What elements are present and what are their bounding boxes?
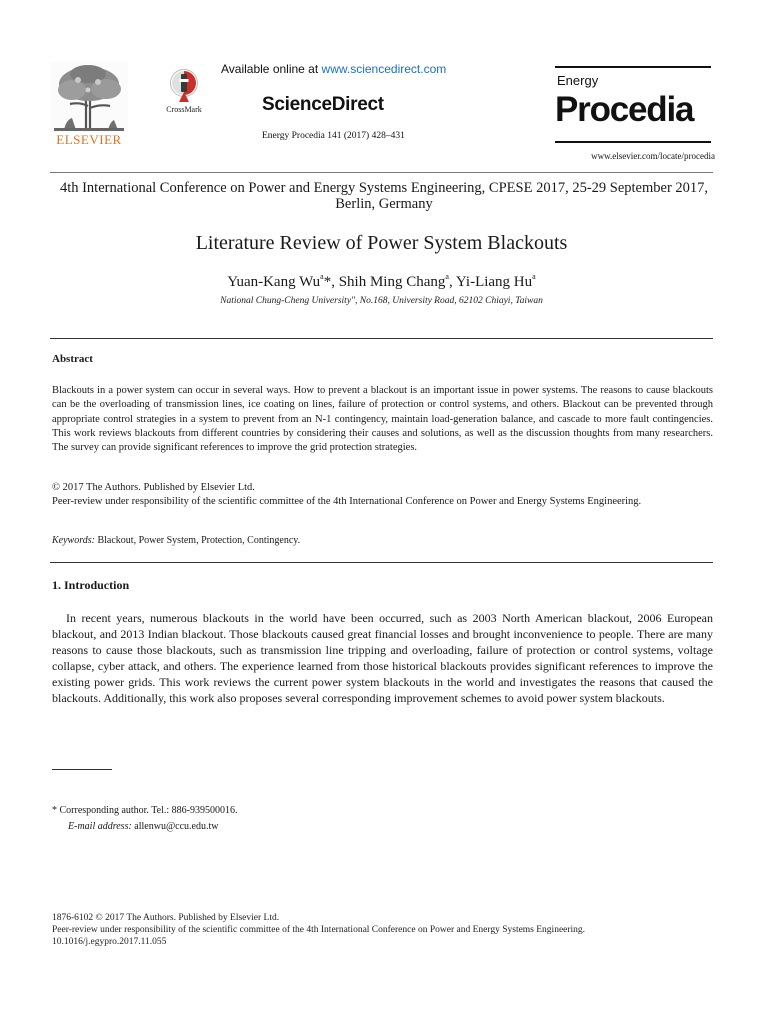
introduction-body: In recent years, numerous blackouts in the world have been occurred, such as 2003 North American blackout, 2006 European blackout, and 2013 Indian blackout. Those blackouts caused great financial losses and brought inconvenience to people. There are many reasons to cause those blackouts, such as transmission line tripping and overloading, failure of protection or control systems, voltage collapse, cyber attack, and others. The experience learned from those historical blackouts provides significant references to improve the existing power grids. This work reviews the current power system blackouts in the world and investigates the reasons that caused the blackouts. Additionally, this work also proposes several corresponding improvement schemes to avoid power system blackouts. <box>52 611 713 705</box>
email-label: E-mail address: <box>68 821 132 832</box>
journal-url[interactable]: www.elsevier.com/locate/procedia <box>591 151 715 161</box>
header-divider <box>50 172 713 173</box>
paper-title: Literature Review of Power System Blackouts <box>195 232 568 254</box>
affiliation-marker: a <box>445 272 449 281</box>
affiliation-marker: a <box>320 272 324 281</box>
crossmark-label: CrossMark <box>166 105 202 114</box>
email-note <box>68 821 218 832</box>
procedia-top-rule <box>555 66 711 68</box>
author-name: Yuan-Kang Wu <box>227 274 321 290</box>
abstract-top-rule <box>50 338 713 339</box>
procedia-wordmark: Procedia <box>555 90 694 129</box>
crossmark-icon <box>169 68 199 104</box>
abstract-body: Blackouts in a power system can occur in several ways. How to prevent a blackout is an important issue in power systems. The reasons to cause blackouts can be the overloading of transmission lines, ice coating on lines, failure of protection or control systems, and others. Blackout can be prevented through appropriate control strategies in a system to prevent from an N-1 contingency, maintain load-generation balance, and cascade to more fault contingencies. This work reviews blackouts from different countries by considering their causes and solutions, as well as the discussion thoughts from many researchers. The survey can provide significant references to improve the grid protection strategies. <box>52 385 713 454</box>
affiliation-marker: a <box>532 272 536 281</box>
copyright-line: © 2017 The Authors. Published by Elsevier Ltd. <box>52 482 255 493</box>
peer-review-line: Peer-review under responsibility of the scientific committee of the 4th International Conference on Power and Energy Systems Engineering. <box>52 496 642 508</box>
footer-peer-review: Peer-review under responsibility of the scientific committee of the 4th International Conference on Power and Energy Systems Engineering. <box>52 925 586 935</box>
corresponding-author-note: * Corresponding author. Tel.: 886-939500016. <box>52 805 238 816</box>
abstract-copyright <box>52 481 713 510</box>
footnote-rule <box>52 769 112 770</box>
footer-issn: 1876-6102 © 2017 The Authors. Published by Elsevier Ltd. <box>52 913 280 923</box>
author-name: Shih Ming Chang <box>338 274 446 290</box>
footer-doi[interactable]: 10.1016/j.egypro.2017.11.055 <box>52 937 167 947</box>
corresponding-marker: * <box>323 274 332 290</box>
available-online <box>221 62 446 76</box>
journal-reference: Energy Procedia 141 (2017) 428–431 <box>262 131 405 141</box>
page-footer <box>52 912 713 948</box>
sciencedirect-link[interactable]: www.sciencedirect.com <box>321 62 447 76</box>
elsevier-wordmark: ELSEVIER <box>56 132 122 147</box>
keywords-label: Keywords: <box>52 535 95 546</box>
elsevier-logo <box>50 62 128 148</box>
introduction-heading: 1. Introduction <box>52 578 130 592</box>
author-list: Yuan-Kang Wu$^a$*, Shih Ming Chang$^a$, Yi-Liang Hu$^a$ <box>227 272 536 290</box>
procedia-bottom-rule <box>555 141 711 143</box>
available-online-prefix: Available online at <box>221 62 322 76</box>
keywords <box>52 535 713 546</box>
procedia-energy-label: Energy <box>557 73 599 88</box>
abstract-heading: Abstract <box>52 353 93 365</box>
elsevier-tree-icon <box>50 62 128 132</box>
email-address[interactable]: allenwu@ccu.edu.tw <box>134 821 219 832</box>
crossmark-badge[interactable] <box>160 68 208 120</box>
abstract-bottom-rule <box>50 562 713 563</box>
sciencedirect-wordmark: ScienceDirect <box>262 94 384 115</box>
conference-name: 4th International Conference on Power and Energy Systems Engineering, CPESE 2017, 25-29 September 2017, Berlin, Germany <box>59 180 709 212</box>
author-name: Yi-Liang Hu <box>455 274 533 290</box>
affiliation: National Chung-Cheng University", No.168, University Road, 62102 Chiayi, Taiwan <box>220 296 543 306</box>
keywords-list: Blackout, Power System, Protection, Contingency. <box>97 535 301 546</box>
